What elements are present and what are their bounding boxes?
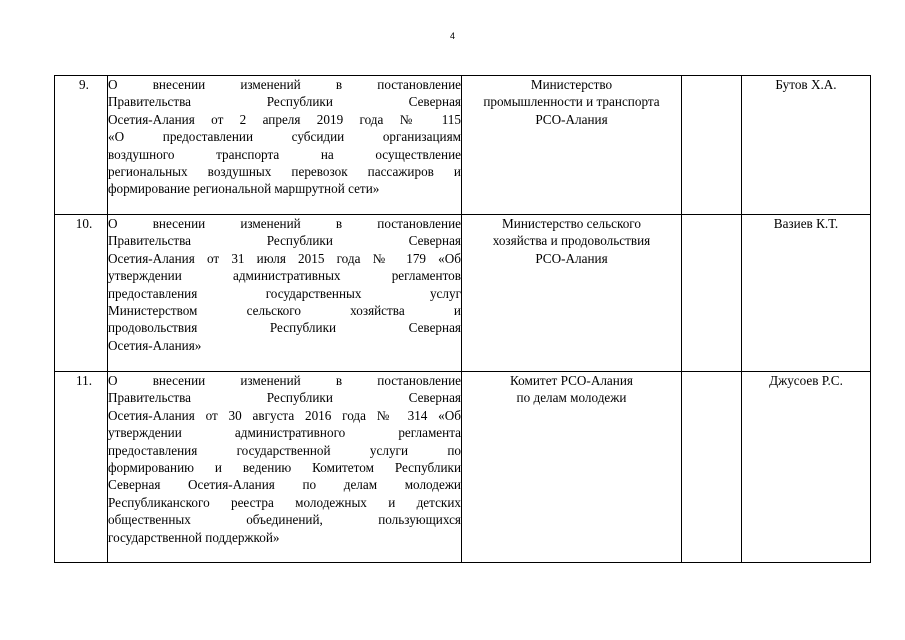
- title-line: предоставления государственной услуги по: [108, 442, 461, 458]
- table-body: [55, 76, 871, 563]
- title-line: Осетия-Алания от 30 августа 2016 года № 314 «Об: [108, 407, 461, 423]
- table-row: [55, 215, 871, 372]
- organization-cell: [462, 76, 682, 215]
- document-title-cell: [108, 215, 462, 372]
- row-number: 9.: [79, 77, 89, 92]
- title-line: О внесении изменений в постановление: [108, 77, 461, 92]
- title-line: Осетия-Алания»: [108, 337, 202, 353]
- row-number-cell: [55, 215, 108, 372]
- organization-line: хозяйства и продовольствия: [492, 233, 651, 249]
- title-line: О внесении изменений в постановление: [108, 373, 461, 388]
- organization-line: Комитет РСО-Алания: [510, 373, 633, 388]
- title-line: Республиканского реестра молодежных и детских: [108, 494, 461, 510]
- organization-line: по делам молодежи: [516, 390, 627, 406]
- organization-cell: [462, 215, 682, 372]
- table-row: [55, 76, 871, 215]
- responsible-person-cell: [742, 76, 871, 215]
- title-line: утверждении административного регламента: [108, 425, 461, 441]
- title-line: «О предоставлении субсидии организациям: [108, 129, 461, 145]
- empty-cell: [682, 372, 742, 563]
- page-number: 4: [449, 31, 455, 41]
- title-line: региональных воздушных перевозок пассажиров и: [108, 164, 461, 180]
- table-row: [55, 372, 871, 563]
- title-line: формирование региональной маршрутной сети»: [108, 181, 380, 197]
- title-line: О внесении изменений в постановление: [108, 216, 461, 231]
- title-line: Осетия-Алания от 31 июля 2015 года № 179 «Об: [108, 250, 461, 266]
- responsible-person: Бутов Х.А.: [775, 77, 837, 92]
- responsible-person-cell: [742, 215, 871, 372]
- organization-line: РСО-Алания: [535, 250, 608, 266]
- row-number-cell: [55, 76, 108, 215]
- empty-cell: [682, 76, 742, 215]
- row-number: 11.: [76, 373, 92, 388]
- title-line: Осетия-Алания от 2 апреля 2019 года № 115: [108, 111, 461, 127]
- row-number: 10.: [75, 216, 93, 231]
- organization-line: РСО-Алания: [535, 111, 608, 127]
- title-line: воздушного транспорта на осуществление: [108, 146, 461, 162]
- title-line: Правительства Республики Северная: [108, 390, 461, 406]
- row-number-cell: [55, 372, 108, 563]
- document-table: [54, 75, 871, 563]
- title-line: предоставления государственных услуг: [108, 285, 461, 301]
- title-line: Правительства Республики Северная: [108, 94, 461, 110]
- responsible-person-cell: [742, 372, 871, 563]
- empty-cell: [682, 215, 742, 372]
- title-line: Министерством сельского хозяйства и: [108, 303, 461, 319]
- title-line: Правительства Республики Северная: [108, 233, 461, 249]
- document-title-cell: [108, 76, 462, 215]
- organization-line: Министерство сельского: [502, 216, 641, 231]
- organization-cell: [462, 372, 682, 563]
- title-line: продовольствия Республики Северная: [108, 320, 461, 336]
- title-line: утверждении административных регламентов: [108, 268, 461, 284]
- responsible-person: Вазиев К.Т.: [773, 216, 839, 231]
- title-line: Северная Осетия-Алания по делам молодежи: [108, 477, 461, 493]
- organization-line: промышленности и транспорта: [483, 94, 660, 110]
- title-line: общественных объединений, пользующихся: [108, 512, 461, 528]
- title-line: формированию и ведению Комитетом Республики: [108, 460, 461, 476]
- document-title-cell: [108, 372, 462, 563]
- responsible-person: Джусоев Р.С.: [769, 373, 843, 388]
- title-line: государственной поддержкой»: [108, 529, 280, 545]
- organization-line: Министерство: [530, 77, 613, 92]
